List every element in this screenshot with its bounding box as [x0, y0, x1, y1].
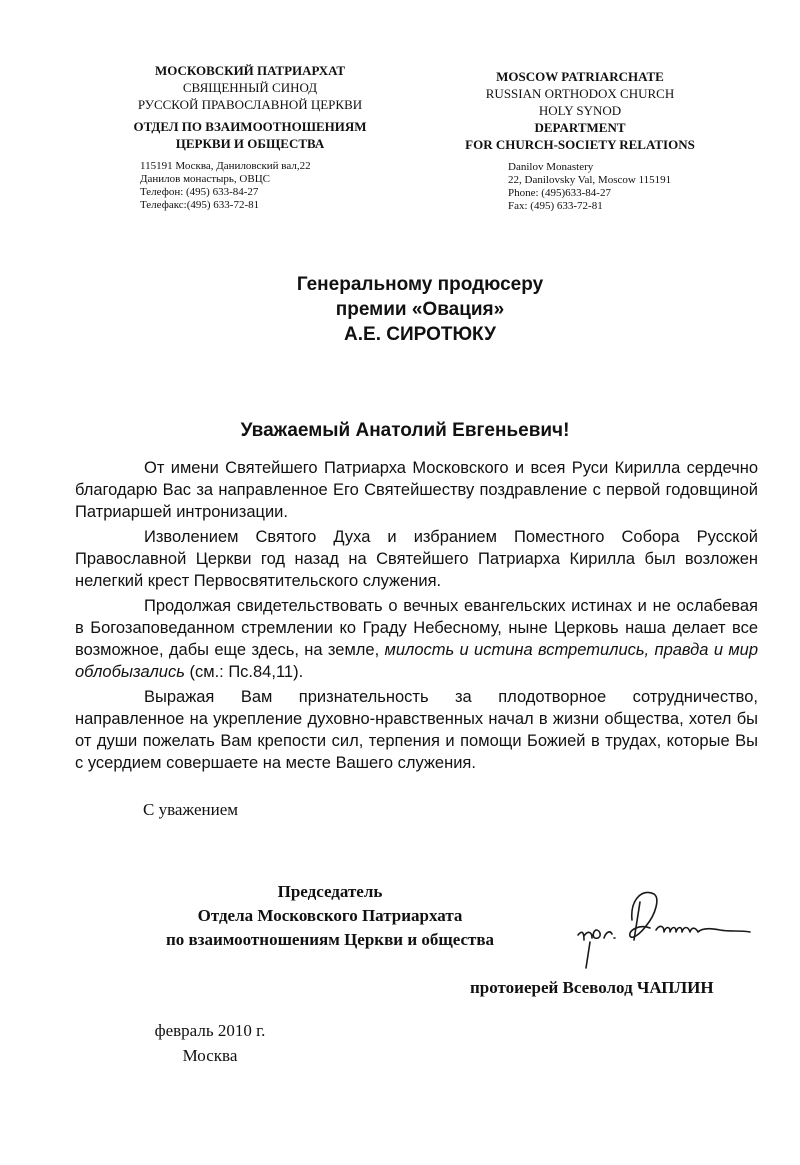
- letterhead-address-en: [440, 161, 720, 213]
- letterhead-org-en: MOSCOW PATRIARCHATE: [496, 69, 664, 84]
- signer-title-line-1: Председатель: [277, 882, 383, 901]
- signer-title-line-2: Отдела Московского Патриархата: [197, 906, 463, 925]
- addressee-block: [200, 272, 640, 347]
- address-ru-line: Телефон: (495) 633-84-27: [140, 186, 259, 198]
- address-ru-line: 115191 Москва, Даниловский вал,22: [140, 160, 311, 172]
- address-en-line: Phone: (495)633-84-27: [508, 187, 611, 199]
- letterhead-english: [440, 68, 720, 213]
- address-en-line: 22, Danilovsky Val, Moscow 115191: [508, 174, 672, 186]
- letter-date: февраль 2010 г.: [154, 1021, 266, 1040]
- letterhead-church-en: RUSSIAN ORTHODOX CHURCH: [485, 86, 675, 101]
- letterhead-dept-en-2: FOR CHURCH-SOCIETY RELATIONS: [465, 137, 695, 152]
- letterhead-dept-ru-2: ЦЕРКВИ И ОБЩЕСТВА: [175, 136, 325, 151]
- addressee-line-3: А.Е. СИРОТЮКУ: [344, 324, 496, 345]
- letterhead-synod-en: HOLY SYNOD: [538, 103, 622, 118]
- date-block: [135, 1018, 285, 1068]
- paragraph-4: Выражая Вам признательность за плодотворное сотрудничество, направленное на укрепление духовно-нравственных начал в жизни общества, хотел бы от души пожелать Вам крепости сил, терпения и помощи Божией в трудах, которые Вы с усердием совершаете на месте Вашего служения.: [75, 688, 758, 772]
- address-en-line: Danilov Monastery: [508, 161, 594, 173]
- paragraph-2: Изволением Святого Духа и избранием Поместного Собора Русской Православной Церкви год назад на Святейшего Патриарха Кирилла был возложен нелегкий крест Первосвятительского служения.: [75, 528, 758, 590]
- paragraph-3: [75, 595, 758, 683]
- signer-name: протоиерей Всеволод ЧАПЛИН: [470, 978, 714, 997]
- letterhead-org-ru: МОСКОВСКИЙ ПАТРИАРХАТ: [154, 63, 346, 78]
- handwritten-signature: [570, 880, 760, 970]
- letterhead-church-ru: РУССКОЙ ПРАВОСЛАВНОЙ ЦЕРКВИ: [137, 97, 363, 112]
- addressee-line-1: Генеральному продюсеру: [296, 274, 544, 295]
- letterhead-russian: [80, 62, 420, 212]
- letter-body: [75, 457, 758, 777]
- psalm-quote: милость и истина встретились, правда и мир облобызались: [75, 641, 759, 681]
- signer-title-line-3: по взаимоотношениям Церкви и общества: [165, 930, 495, 949]
- salutation: Уважаемый Анатолий Евгеньевич!: [240, 420, 570, 441]
- letterhead-dept-ru-1: ОТДЕЛ ПО ВЗАИМООТНОШЕНИЯМ: [133, 119, 367, 134]
- letterhead-synod-ru: СВЯЩЕННЫЙ СИНОД: [182, 80, 318, 95]
- paragraph-3-end: (см.: Пс.84,11).: [184, 663, 304, 681]
- address-ru-line: Телефакс:(495) 633-72-81: [140, 199, 260, 211]
- address-en-line: Fax: (495) 633-72-81: [508, 200, 603, 212]
- closing-phrase: С уважением: [143, 800, 239, 819]
- paragraph-3-start: Продолжая свидетельствовать о вечных евангельских истинах и не ослабевая в Богозаповеданном стремлении ко Граду Небесному, ныне Церковь наша делает все возможное, дабы еще здесь, на земле,: [75, 597, 758, 659]
- address-ru-line: Данилов монастырь, ОВЦС: [140, 173, 270, 185]
- letterhead-dept-en-1: DEPARTMENT: [534, 120, 626, 135]
- addressee-line-2: премии «Овация»: [335, 299, 505, 320]
- paragraph-1: От имени Святейшего Патриарха Московского и всея Руси Кирилла сердечно благодарю Вас за направленное Его Святейшеству поздравление с первой годовщиной Патриаршей интронизации.: [75, 459, 758, 521]
- signer-title-block: [130, 880, 530, 952]
- letter-city: Москва: [182, 1046, 238, 1065]
- letterhead-address-ru: [80, 160, 420, 212]
